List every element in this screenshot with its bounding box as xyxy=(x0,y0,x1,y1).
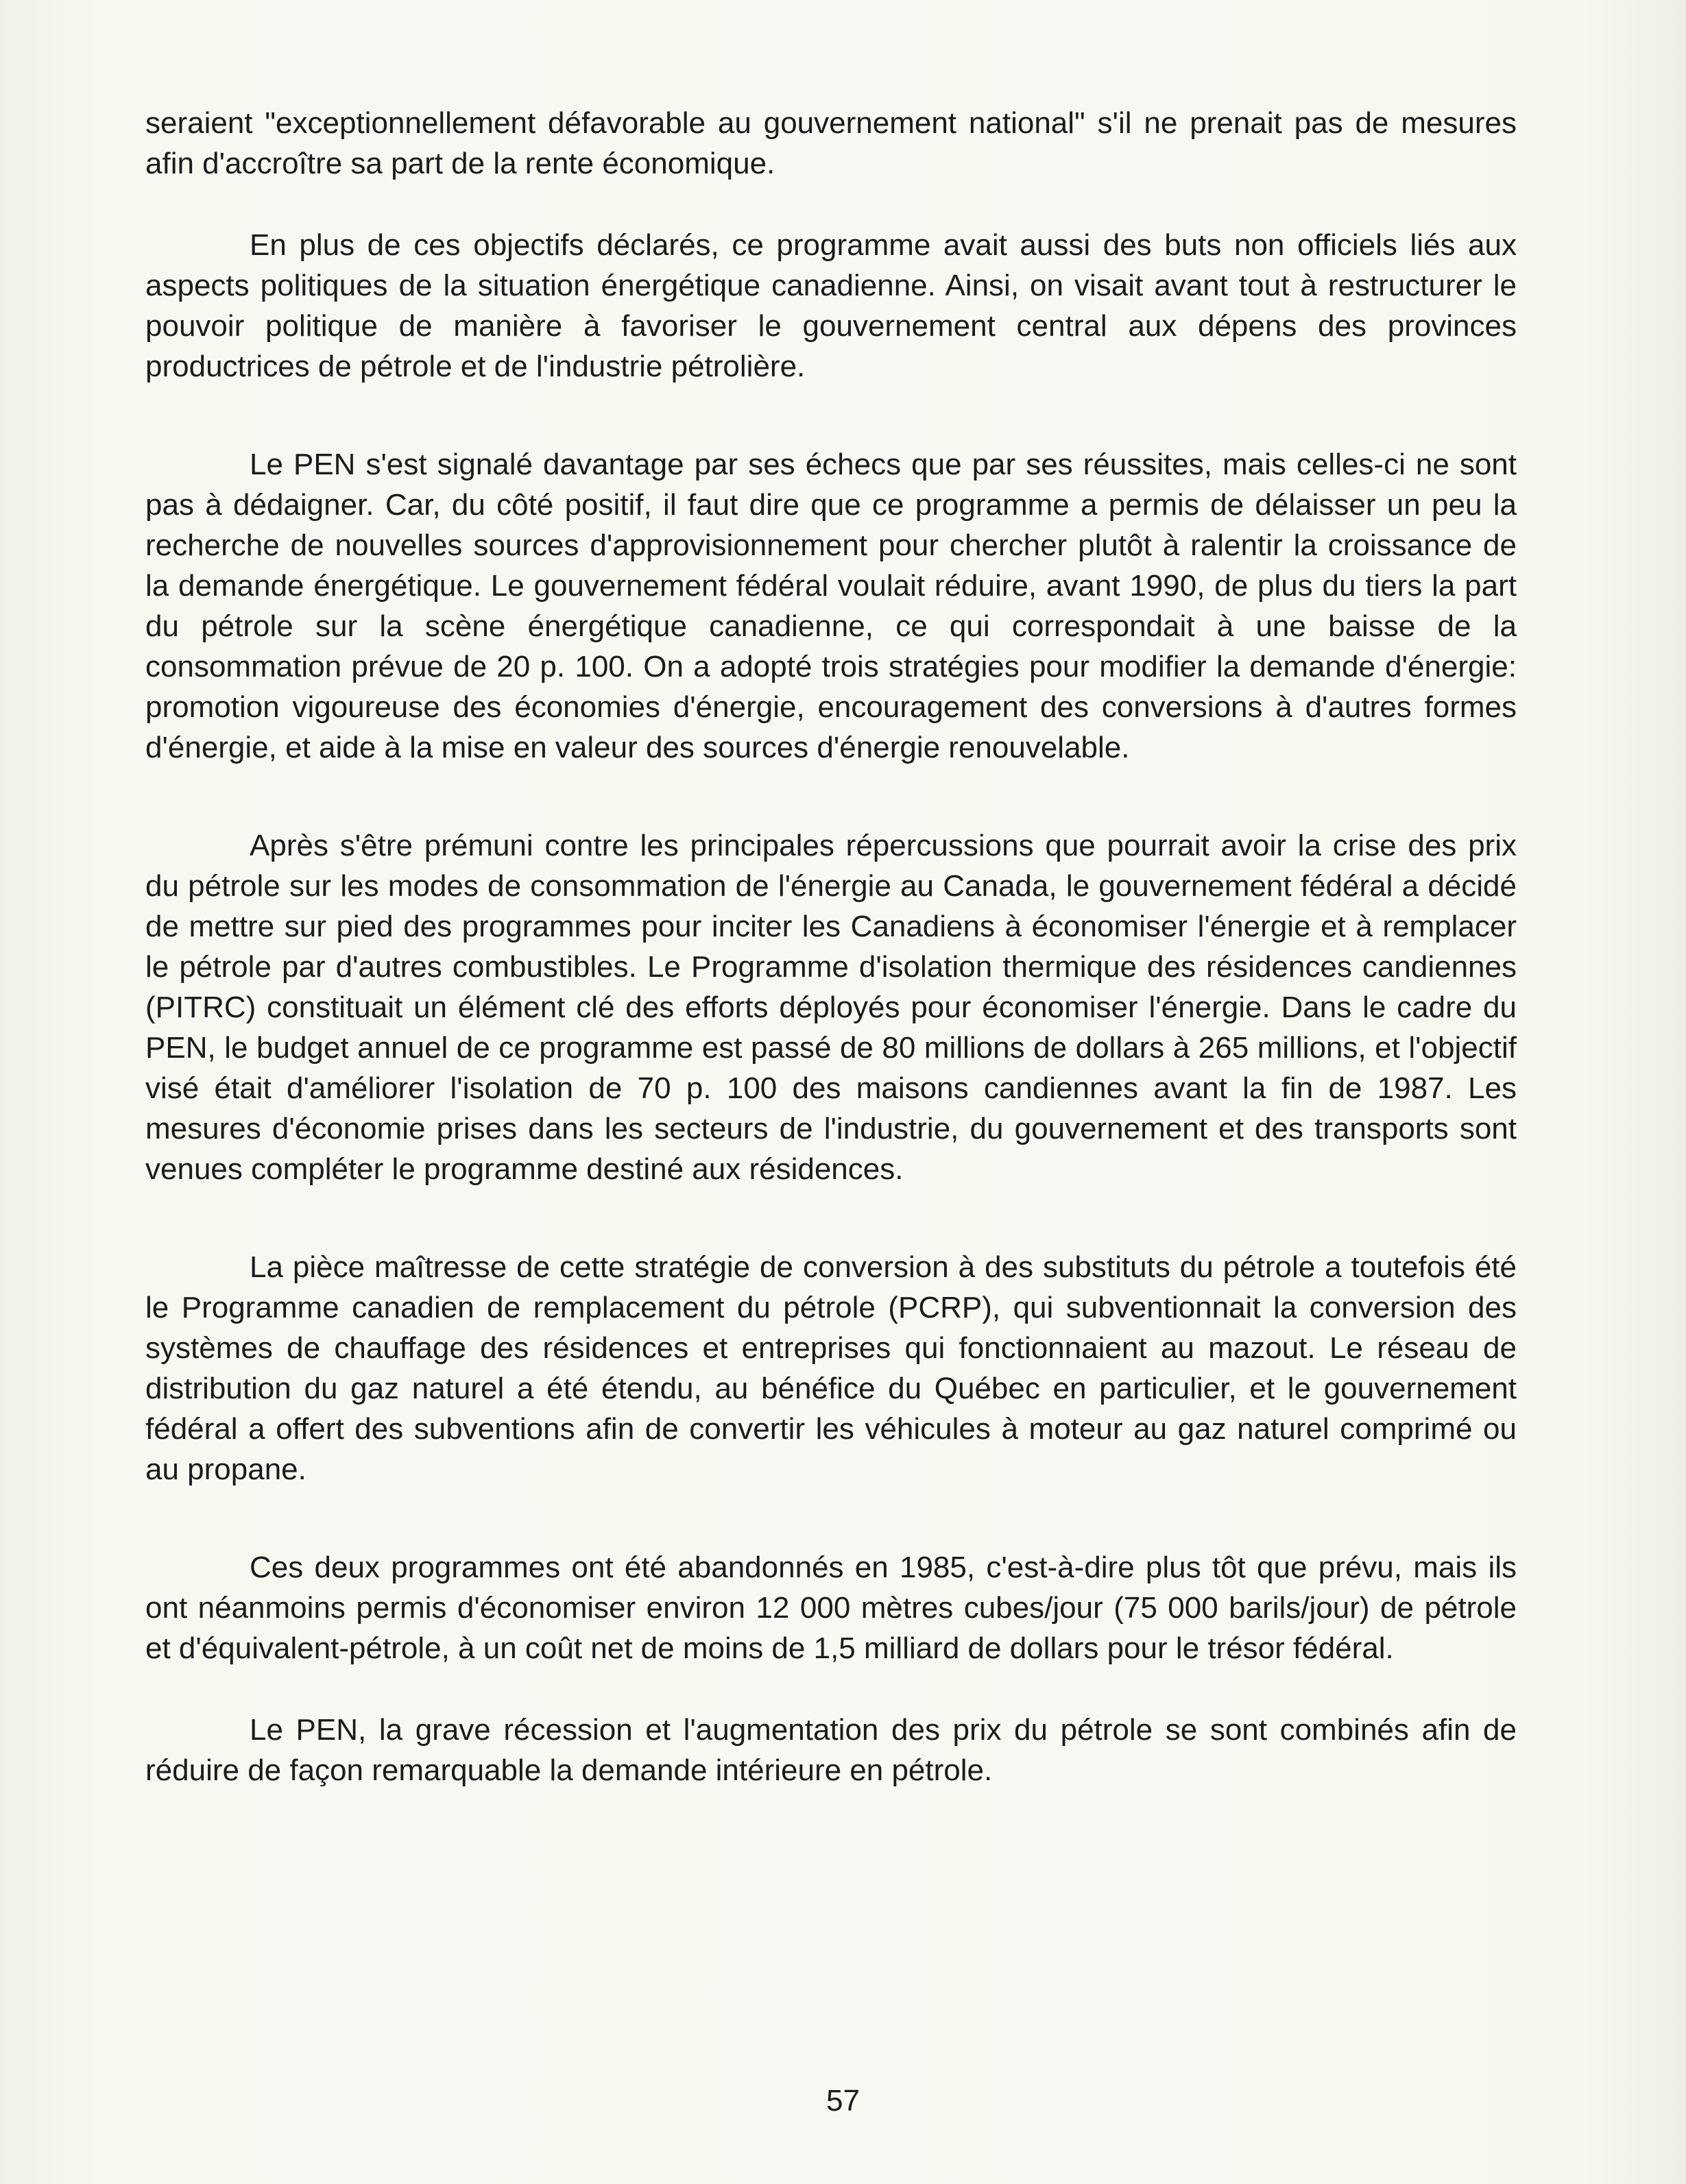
paragraph-pen-results: Le PEN s'est signalé davantage par ses échecs que par ses réussites, mais celles-ci ne sont pas à dédaigner. Car, du côté positif, il faut dire que ce programme a permis de délaisser un peu la recherche de nouvelles sources d'approvisionnement pour chercher plutôt à ralentir la croissance de la demande énergétique. Le gouvernement fédéral voulait réduire, avant 1990, de plus du tiers la part du pétrole sur la scène énergétique canadienne, ce qui correspondait à une baisse de la consommation prévue de 20 p. 100. On a adopté trois stratégies pour modifier la demande d'énergie: promotion vigoureuse des économies d'énergie, encouragement des conversions à d'autres formes d'énergie, et aide à la mise en valeur des sources d'énergie renouvelable. xyxy=(145,448,1517,764)
paragraph-programs-abandoned: Ces deux programmes ont été abandonnés en 1985, c'est-à-dire plus tôt que prévu, mais ils ont néanmoins permis d'économiser environ 12 000 mètres cubes/jour (75 000 barils/jour) de pétrole et d'équivalent-pétrole, à un coût net de moins de 1,5 milliard de dollars pour le trésor fédéral. xyxy=(145,1551,1517,1665)
body-text xyxy=(145,103,1517,1791)
page-number: 57 xyxy=(826,2084,860,2118)
paragraph-unofficial-goals: En plus de ces objectifs déclarés, ce programme avait aussi des buts non officiels liés aux aspects politiques de la situation énergétique canadienne. Ainsi, on visait avant tout à restructurer le pouvoir politique de manière à favoriser le gouvernement central aux dépens des provinces productrices de pétrole et de l'industrie pétrolière. xyxy=(145,228,1517,383)
paragraph-pcrp: La pièce maîtresse de cette stratégie de conversion à des substituts du pétrole a toutefois été le Programme canadien de remplacement du pétrole (PCRP), qui subventionnait la conversion des systèmes de chauffage des résidences et entreprises qui fonctionnaient au mazout. Le réseau de distribution du gaz naturel a été étendu, au bénéfice du Québec en particulier, et le gouvernement fédéral a offert des subventions afin de convertir les véhicules à moteur au gaz naturel comprimé ou au propane. xyxy=(145,1250,1517,1486)
paragraph-pitrc: Après s'être prémuni contre les principales répercussions que pourrait avoir la crise des prix du pétrole sur les modes de consommation de l'énergie au Canada, le gouvernement fédéral a décidé de mettre sur pied des programmes pour inciter les Canadiens à économiser l'énergie et à remplacer le pétrole par d'autres combustibles. Le Programme d'isolation thermique des résidences candiennes (PITRC) constituait un élément clé des efforts déployés pour économiser l'énergie. Dans le cadre du PEN, le budget annuel de ce programme est passé de 80 millions de dollars à 265 millions, et l'objectif visé était d'améliorer l'isolation de 70 p. 100 des maisons candiennes avant la fin de 1987. Les mesures d'économie prises dans les secteurs de l'industrie, du gouvernement et des transports sont venues compléter le programme destiné aux résidences. xyxy=(145,829,1517,1186)
paragraph-demand-reduction: Le PEN, la grave récession et l'augmentation des prix du pétrole se sont combinés afin de réduire de façon remarquable la demande intérieure en pétrole. xyxy=(145,1713,1517,1787)
paragraph-continuation: seraient "exceptionnellement défavorable au gouvernement national" s'il ne prenait pas de mesures afin d'accroître sa part de la rente économique. xyxy=(145,106,1517,180)
